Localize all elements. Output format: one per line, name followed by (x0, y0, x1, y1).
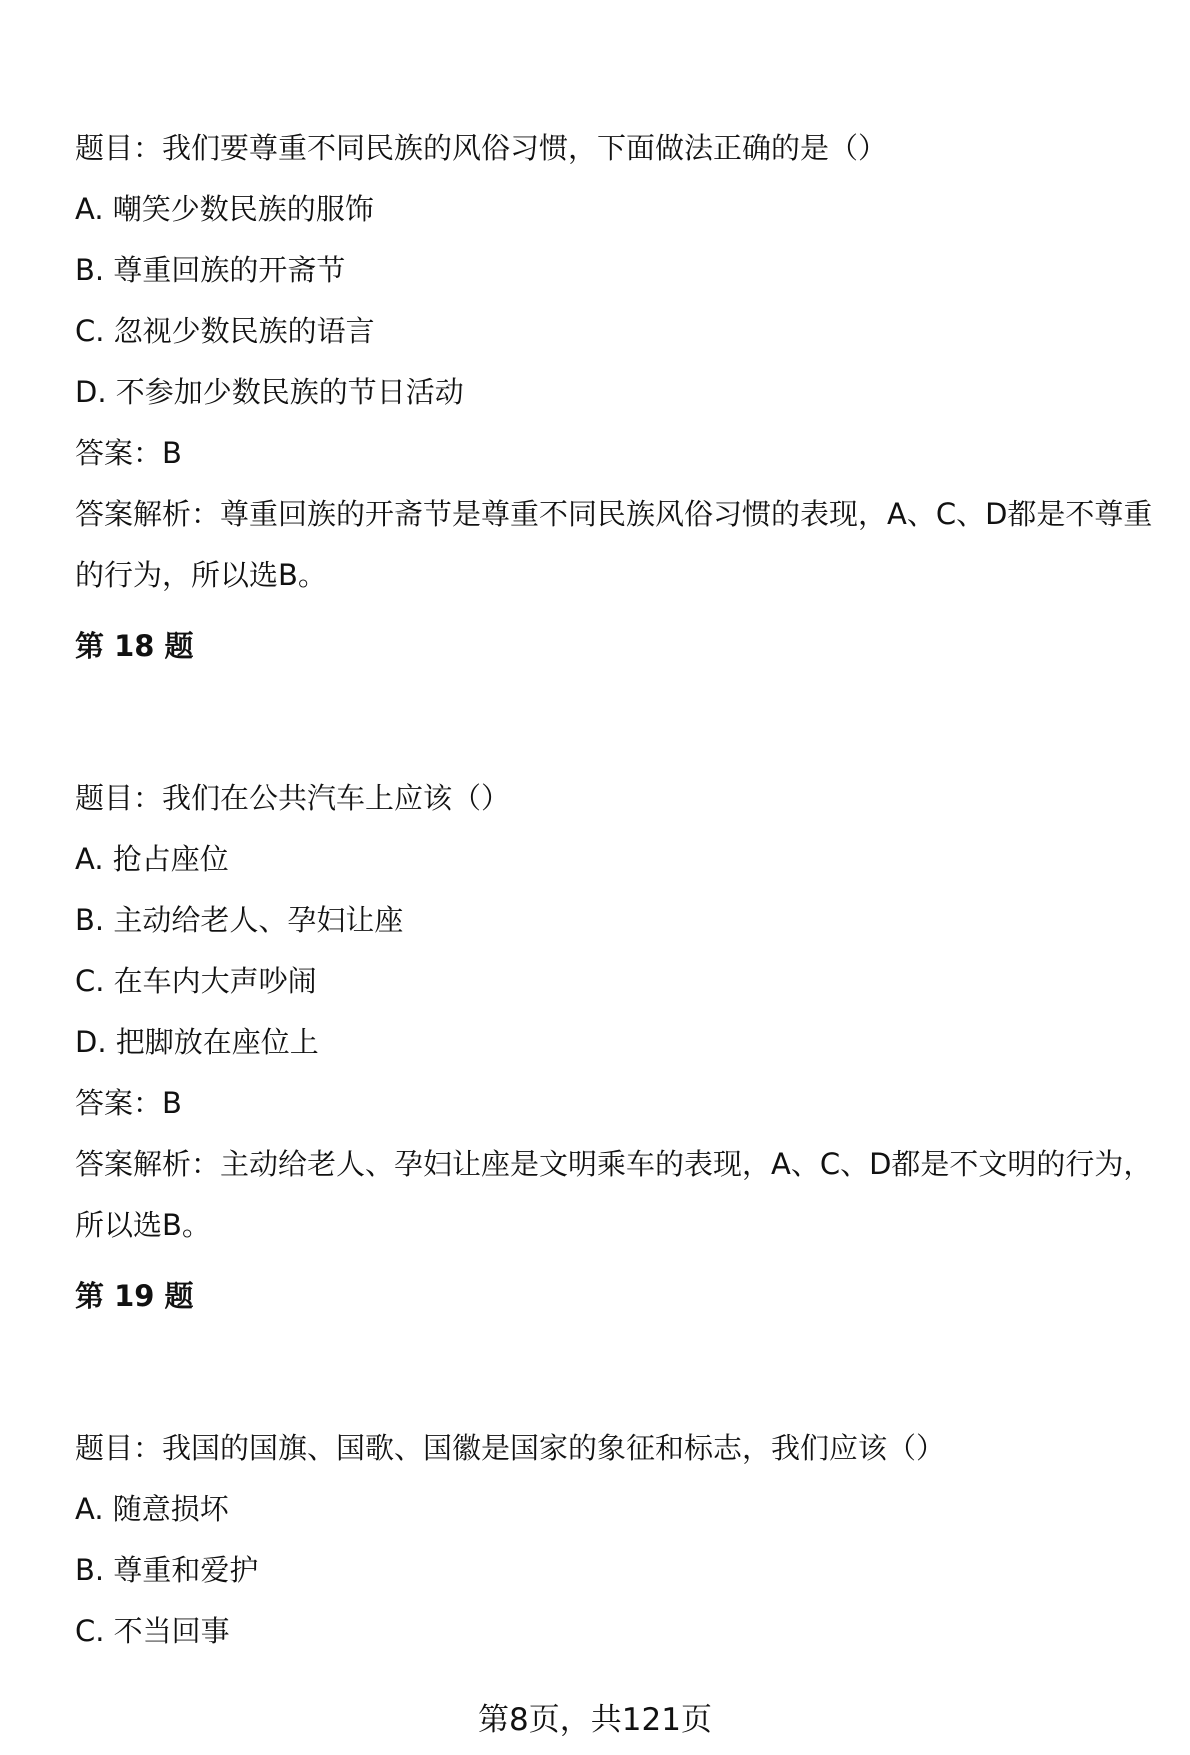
option-b: B. 主动给老人、孕妇让座 (75, 903, 404, 937)
question-block-19 (75, 1266, 1175, 1662)
explanation-text: 答案解析：尊重回族的开斋节是尊重不同民族风俗习惯的表现，A、C、D都是不尊重的行为，所以选B。 (75, 497, 1153, 592)
option-a: A. 抢占座位 (75, 842, 229, 876)
page-number-footer: 第8页，共121页 (478, 1702, 712, 1738)
option-c: C. 不当回事 (75, 1614, 230, 1648)
option-a: A. 嘲笑少数民族的服饰 (75, 192, 374, 226)
option-c: C. 在车内大声吵闹 (75, 964, 317, 998)
question-heading: 第 18 题 (75, 629, 194, 663)
option-b: B. 尊重回族的开斋节 (75, 253, 346, 287)
question-text: 题目：我国的国旗、国歌、国徽是国家的象征和标志，我们应该（） (75, 1431, 946, 1465)
explanation-text: 答案解析：主动给老人、孕妇让座是文明乘车的表现，A、C、D都是不文明的行为，所以选B。 (75, 1147, 1153, 1242)
page-content (75, 118, 1175, 1662)
option-b: B. 尊重和爱护 (75, 1553, 259, 1587)
question-text: 题目：我们要尊重不同民族的风俗习惯，下面做法正确的是（） (75, 131, 888, 165)
question-block-18 (75, 616, 1175, 1256)
option-d: D. 把脚放在座位上 (75, 1025, 319, 1059)
answer-text: 答案：B (75, 1086, 182, 1120)
option-d: D. 不参加少数民族的节日活动 (75, 375, 464, 409)
question-heading: 第 19 题 (75, 1279, 194, 1313)
option-c: C. 忽视少数民族的语言 (75, 314, 375, 348)
answer-text: 答案：B (75, 436, 182, 470)
question-block-17 (75, 118, 1175, 606)
option-a: A. 随意损坏 (75, 1492, 229, 1526)
question-text: 题目：我们在公共汽车上应该（） (75, 781, 511, 815)
